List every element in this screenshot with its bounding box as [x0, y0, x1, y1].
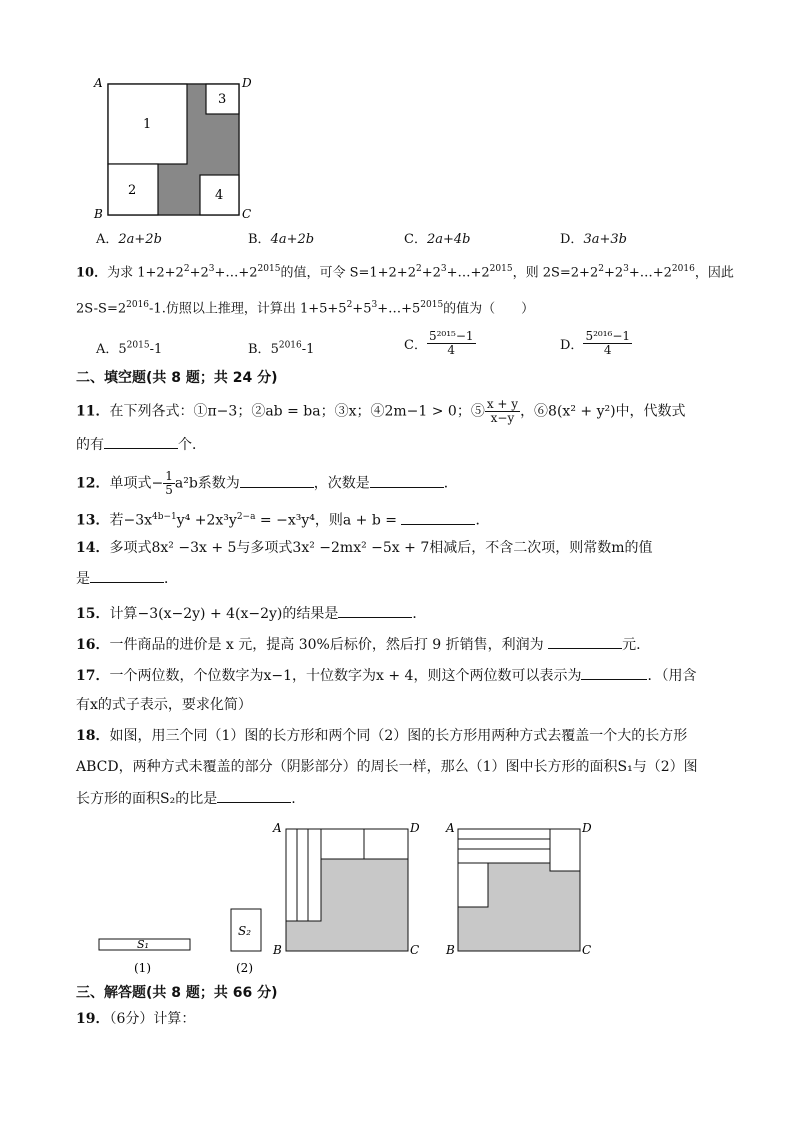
q16-answer-blank[interactable] [548, 634, 622, 649]
q15-answer-blank[interactable] [338, 603, 412, 618]
label-D: D [242, 76, 252, 90]
q10-line1: 10．为求 $1+2+2^2+2^3+\dots+2^{2015}$的值，可令 $S=1+2+2^2+2^3+\dots+2^{2015}$，则 $2S=2+2^2+2^3+\dots+2^{2016}$，因此 [76, 264, 734, 281]
covering-method-1 [272, 821, 420, 957]
svg-text:1: 1 [143, 117, 152, 132]
q18-line1: 18．如图，用三个同（1）图的长方形和两个同（2）图的长方形用两种方式去覆盖一个大的长方形 [76, 728, 688, 744]
label-C: C [242, 207, 252, 220]
q10-option-a[interactable]: A．$5^{2015}-1$ [96, 340, 163, 357]
q11-line2: 的有 个． [76, 434, 206, 455]
q9-option-b[interactable]: B．4a+2b [248, 232, 315, 247]
svg-text:C: C [410, 943, 420, 957]
q13: 13．若$-3x^{4b-1}y^4 +2x^3y^{2-a} = -x^3y^4$，则a + b = ． [76, 507, 489, 531]
q11-answer-blank[interactable] [104, 434, 178, 449]
svg-text:D: D [582, 821, 592, 835]
q10-option-c[interactable]: C． $\frac{\text{5²⁰¹⁵−1}}{4}$ [404, 329, 474, 357]
section-3-heading: 三、解答题(共 8 题；共 66 分) [76, 985, 278, 1001]
q18-answer-blank[interactable] [217, 788, 291, 803]
q14-answer-blank[interactable] [90, 568, 164, 583]
q10-option-d[interactable]: D． $\frac{\text{5²⁰¹⁶−1}}{4}$ [560, 329, 631, 357]
q13-answer-blank[interactable] [401, 510, 475, 525]
q18-figures [90, 815, 610, 980]
covering-method-2 [445, 821, 592, 957]
svg-text:D: D [410, 821, 420, 835]
svg-text:2: 2 [128, 183, 137, 198]
q18-line3: 长方形的面积S₂的比是 . [76, 788, 296, 809]
svg-text:(2): (2) [236, 961, 253, 975]
label-A: A [94, 76, 103, 90]
q18-line2: ABCD，两种方式未覆盖的部分（阴影部分）的周长一样，那么（1）图中长方形的面积S₁与（2）图 [76, 759, 698, 775]
q9-option-d[interactable]: D．3a+3b [560, 232, 627, 247]
svg-text:4: 4 [215, 188, 224, 203]
q17-line2: 有x的式子表示，要求化简） [76, 697, 252, 713]
q9-option-a[interactable]: A．2a+2b [96, 232, 162, 247]
svg-text:B: B [273, 943, 282, 957]
q17-line1: 17．一个两位数，个位数字为x−1，十位数字为x + 4，则这个两位数可以表示为 ．（用含 [76, 665, 696, 686]
q19: 19．（6分）计算： [76, 1011, 196, 1027]
svg-text:A: A [273, 821, 282, 835]
q14-line1: 14．多项式8x² −3x + 5与多项式3x² −2mx² −5x + 7相减后，不含二次项，则常数m的值 [76, 540, 653, 556]
q10-line2: $2S-S=2^{2016}-1$.仿照以上推理，计算出 $1+5+5^2+5^3+\dots+5^{2015}$的值为（ ） [76, 300, 535, 317]
q12-coefficient-blank[interactable] [240, 473, 314, 488]
q14-line2: 是 ． [76, 568, 178, 589]
svg-text:S₁: S₁ [137, 938, 149, 951]
svg-text:B: B [446, 943, 455, 957]
svg-text:A: A [446, 821, 455, 835]
square-figure [88, 72, 268, 220]
svg-text:(1): (1) [134, 961, 151, 975]
q9-option-c[interactable]: C．2a+4b [404, 232, 471, 247]
q10-option-b[interactable]: B．$5^{2016}-1$ [248, 340, 315, 357]
q12: 12．单项式− $\frac{1}{5}$ a²b系数为 ，次数是 ． [76, 469, 458, 497]
q17-answer-blank[interactable] [581, 665, 647, 680]
q12-degree-blank[interactable] [370, 473, 444, 488]
svg-text:3: 3 [218, 92, 227, 107]
svg-text:S₂: S₂ [238, 924, 252, 938]
q11-line1: 11．在下列各式：①π−3；②ab = ba；③x；④2m−1 > 0；⑤ $\frac{x + y}{x-y}$ ，⑥8(x² + y²)中，代数式 [76, 397, 686, 425]
q16: 16．一件商品的进价是 x 元，提高 30%后标价，然后打 9 折销售，利润为 元. [76, 634, 641, 655]
svg-text:C: C [582, 943, 592, 957]
section-2-heading: 二、填空题(共 8 题；共 24 分) [76, 370, 278, 386]
label-B: B [94, 207, 103, 220]
q15: 15．计算−3(x−2y) + 4(x−2y)的结果是 ． [76, 603, 426, 624]
